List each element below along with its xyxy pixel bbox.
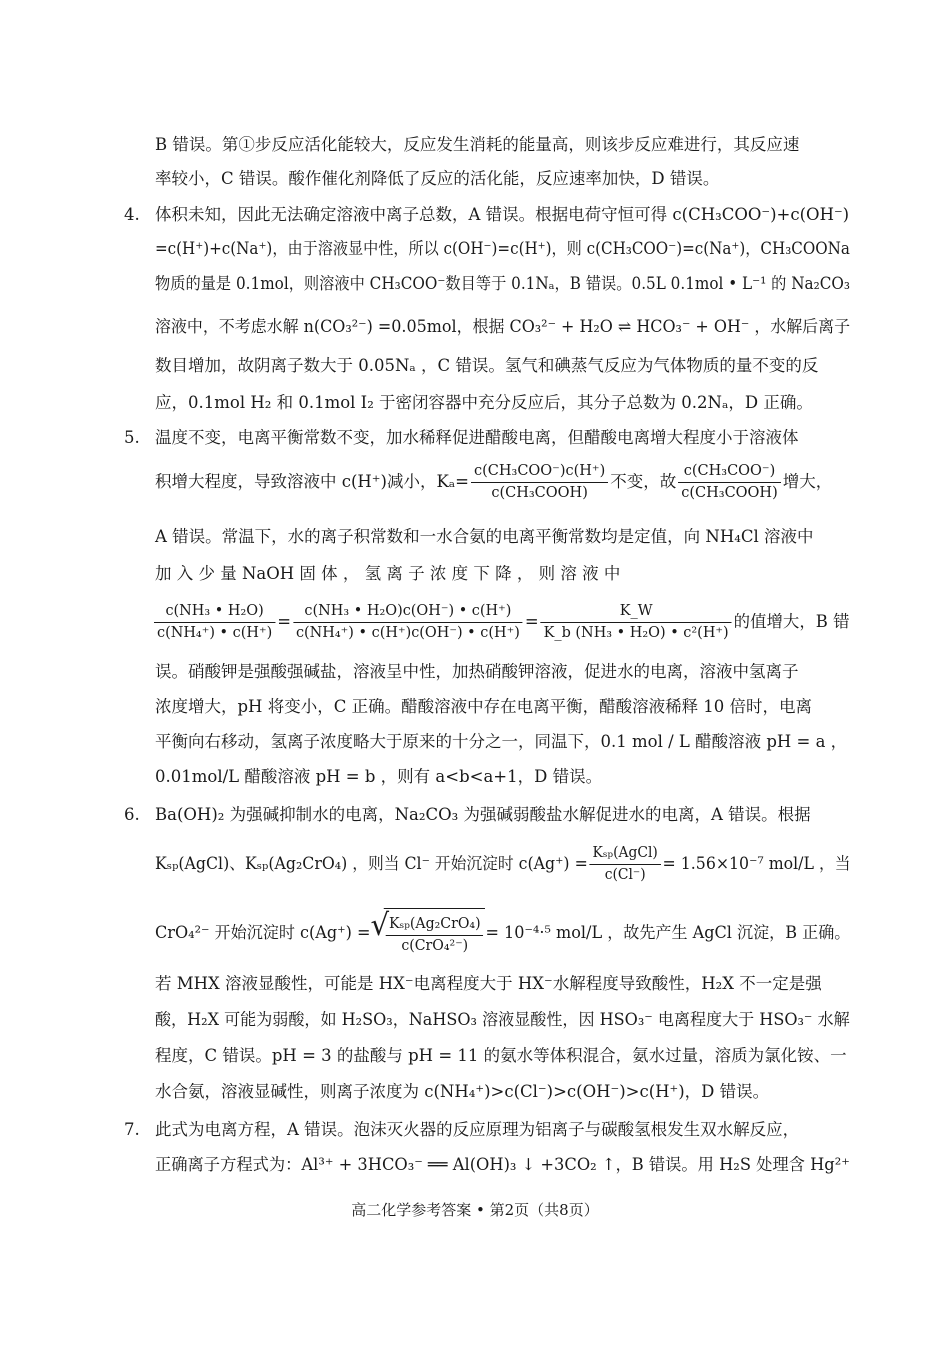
q5-line-1: 温度不变，电离平衡常数不变，加水稀释促进醋酸电离，但醋酸电离增大程度小于溶液体	[155, 428, 799, 447]
ka-fraction	[471, 462, 608, 503]
q5-number: 5.	[124, 428, 140, 447]
ratio-numerator: c(CH₃COO⁻)	[678, 462, 781, 483]
q5-line-8: 平衡向右移动，氢离子浓度略大于原来的十分之一，同温下，0.1 mol / L 醋酸溶液 pH = a ，	[155, 732, 848, 751]
q7-line-1: 此式为电离方程，A 错误。泡沫灭火器的反应原理为铝离子与碳酸氢根发生双水解反应，	[155, 1120, 800, 1139]
agcl-denominator: c(Cl⁻)	[604, 867, 646, 883]
square-root	[370, 908, 485, 959]
q6-line-3-text-a: CrO₄²⁻ 开始沉淀时 c(Ag⁺) =	[155, 923, 371, 942]
q6-line-6: 程度，C 错误。pH = 3 的盐酸与 pH = 11 的氨水等体积混合，氨水过量，溶质为氯化铵、一	[155, 1046, 847, 1065]
page-footer: 高二化学参考答案 • 第2页（共8页）	[351, 1201, 599, 1219]
ratio-fraction	[678, 462, 781, 503]
q4-line-1: 体积未知，因此无法确定溶液中离子总数，A 错误。根据电荷守恒可得 c(CH₃COO⁻)+c(OH⁻)	[155, 205, 850, 224]
q5-line-6: 误。硝酸钾是强酸强碱盐，溶液呈中性，加热硝酸钾溶液，促进水的电离，溶液中氢离子	[155, 662, 799, 681]
ag2cro4-numerator: Kₛₚ(Ag₂CrO₄)	[386, 915, 483, 936]
q5-line-3: A 错误。常温下，水的离子积常数和一水合氨的电离平衡常数均是定值，向 NH₄Cl 溶液中	[155, 527, 814, 546]
q6-line-2	[155, 842, 850, 886]
q5-line-7: 浓度增大，pH 将变小，C 正确。醋酸溶液中存在电离平衡，醋酸溶液稀释 10 倍时，电离	[155, 697, 813, 716]
ag2cro4-fraction	[386, 915, 483, 956]
nh3-ratio-denominator: c(NH₄⁺) • c(H⁺)	[156, 625, 273, 641]
nh3-ratio-numerator: c(NH₃ • H₂O)	[154, 602, 275, 623]
q4-number: 4.	[124, 205, 140, 224]
q4-line-5: 数目增加，故阴离子数大于 0.05Nₐ ，C 错误。氢气和碘蒸气反应为气体物质的量不变的反	[155, 356, 819, 375]
ratio-denominator: c(CH₃COOH)	[681, 485, 778, 501]
agcl-fraction	[590, 844, 661, 885]
kw-fraction	[541, 602, 732, 643]
q4-line-4: 溶液中，不考虑水解 n(CO₃²⁻) =0.05mol，根据 CO₃²⁻ + H₂O ⇌ HCO₃⁻ + OH⁻ ，水解后离子	[155, 317, 851, 336]
q6-line-3-text-b: = 10⁻⁴·⁵ mol/L ，故先产生 AgCl 沉淀，B 正确。	[485, 923, 851, 942]
kw-numerator: K_W	[541, 602, 732, 623]
q6-line-5: 酸，H₂X 可能为弱酸，如 H₂SO₃，NaHSO₃ 溶液显酸性，因 HSO₃⁻ 电离程度大于 HSO₃⁻ 水解	[155, 1010, 850, 1029]
q5-line-2-text-c: 增大，	[782, 472, 833, 491]
q5-line-2-text-a: 积增大程度，导致溶液中 c(H⁺)减小，Kₐ=	[155, 472, 469, 491]
q5-line-5	[152, 600, 850, 644]
q6-line-3	[155, 908, 850, 959]
nh3-ratio-fraction	[154, 602, 275, 643]
q6-line-1: Ba(OH)₂ 为强碱抑制水的电离，Na₂CO₃ 为强碱弱酸盐水解促进水的电离，A 错误。根据	[155, 805, 811, 824]
q3-line-2: 率较小，C 错误。酸作催化剂降低了反应的活化能，反应速率加快，D 错误。	[155, 169, 720, 188]
ka-numerator: c(CH₃COO⁻)c(H⁺)	[471, 462, 608, 483]
q7-line-2: 正确离子方程式为：Al³⁺ + 3HCO₃⁻ ══ Al(OH)₃ ↓ +3CO₂ ↑，B 错误。用 H₂S 处理含 Hg²⁺	[155, 1155, 850, 1174]
q4-line-3: 物质的量是 0.1mol，则溶液中 CH₃COO⁻数目等于 0.1Nₐ，B 错误。0.5L 0.1mol • L⁻¹ 的 Na₂CO₃	[155, 274, 850, 293]
q6-line-2-text-a: Kₛₚ(AgCl)、Kₛₚ(Ag₂CrO₄) ，则当 Cl⁻ 开始沉淀时 c(Ag⁺) =	[155, 854, 588, 873]
q5-line-9: 0.01mol/L 醋酸溶液 pH = b ，则有 a<b<a+1，D 错误。	[155, 767, 603, 786]
q4-line-2: =c(H⁺)+c(Na⁺)，由于溶液显中性，所以 c(OH⁻)=c(H⁺)，则 c(CH₃COO⁻)=c(Na⁺)，CH₃COONa	[155, 239, 850, 258]
q6-line-7: 水合氨，溶液显碱性，则离子浓度为 c(NH₄⁺)>c(Cl⁻)>c(OH⁻)>c(H⁺)，D 错误。	[155, 1082, 770, 1101]
agcl-numerator: Kₛₚ(AgCl)	[590, 844, 661, 865]
q6-line-4: 若 MHX 溶液显酸性，可能是 HX⁻电离程度大于 HX⁻水解程度导致酸性，H₂X 不一定是强	[155, 974, 822, 993]
q6-line-2-text-b: = 1.56×10⁻⁷ mol/L ，当	[662, 854, 851, 873]
q7-number: 7.	[124, 1120, 140, 1139]
expanded-fraction	[293, 602, 523, 643]
q5-line-5-text: 的值增大，B 错	[733, 612, 850, 631]
q6-number: 6.	[124, 805, 140, 824]
equals-sign-1: =	[277, 612, 291, 631]
q5-line-4: 加 入 少 量 NaOH 固 体 ， 氢 离 子 浓 度 下 降 ， 则 溶 液 中	[155, 564, 621, 583]
ka-denominator: c(CH₃COOH)	[491, 485, 588, 501]
ag2cro4-denominator: c(CrO₄²⁻)	[401, 938, 469, 954]
kw-denominator: K_b (NH₃ • H₂O) • c²(H⁺)	[543, 625, 729, 641]
radical-sign-icon: √	[370, 908, 390, 943]
expanded-denominator: c(NH₄⁺) • c(H⁺)c(OH⁻) • c(H⁺)	[295, 625, 520, 641]
q4-line-6: 应，0.1mol H₂ 和 0.1mol I₂ 于密闭容器中充分反应后，其分子总数为 0.2Nₐ，D 正确。	[155, 393, 813, 412]
expanded-numerator: c(NH₃ • H₂O)c(OH⁻) • c(H⁺)	[293, 602, 523, 623]
q3-line-1: B 错误。第①步反应活化能较大，反应发生消耗的能量高，则该步反应难进行，其反应速	[155, 135, 800, 154]
equals-sign-2: =	[524, 612, 539, 631]
q5-line-2-text-b: 不变，故	[610, 472, 677, 491]
q5-line-2	[155, 462, 832, 503]
